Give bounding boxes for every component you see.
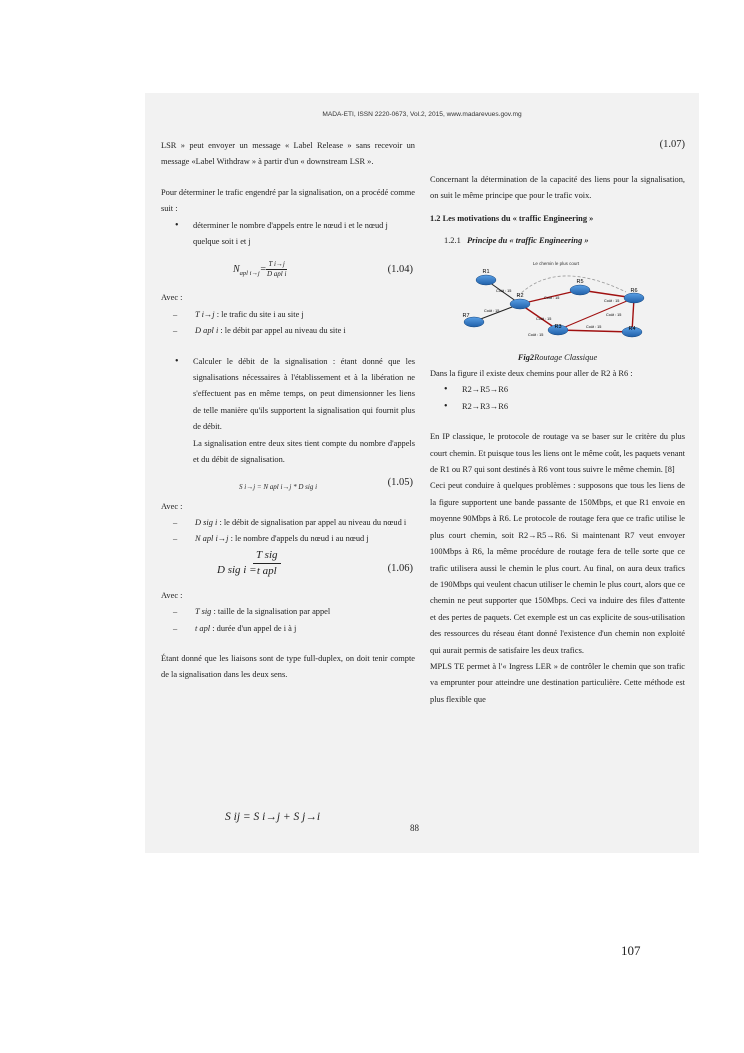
avec-label: Avec :	[161, 590, 183, 600]
svg-text:R3: R3	[554, 323, 562, 330]
mpls-te-paragraph: MPLS TE permet à l'« Ingress LER » de contrôler le chemin que son trafic va emprunter pour atteindre une destination particulière. Cette méthode est plus flexible que	[430, 661, 685, 704]
definition-list-3	[161, 604, 415, 637]
equation-content: S i→j = N apl i→j * D sig i	[239, 482, 318, 491]
equation-lhs: D sig i =	[217, 563, 257, 576]
router-r1-icon	[476, 269, 496, 285]
definition-item: – T sig : taille de la signalisation par appel	[161, 604, 415, 620]
svg-text:R4: R4	[628, 325, 636, 332]
equation-1-04	[161, 256, 415, 290]
equation-number: (1.05)	[387, 476, 413, 488]
link-r3-r4	[558, 330, 632, 332]
cost-label: Coût : 15	[544, 295, 560, 300]
avec-label: Avec :	[161, 501, 183, 511]
router-r4-icon	[622, 326, 642, 337]
definition-item: – D apl i : le débit par appel au niveau du site i	[161, 323, 415, 339]
bullet-item: • déterminer le nombre d'appels entre le nœud i et le nœud j quelque soit i et j	[161, 218, 415, 251]
scanned-page	[145, 93, 699, 853]
left-column	[161, 138, 415, 684]
capacity-paragraph: Concernant la détermination de la capacité des liens pour la signalisation, on suit le même principe que pour le trafic voix.	[430, 175, 685, 201]
cost-label: Coût : 15	[604, 298, 620, 303]
figure-caption: Fig2Routage Classique	[517, 352, 598, 362]
intro-paragraph: LSR » peut envoyer un message « Label Release » sans recevoir un message «Label Withdraw » à partir d'un « downstream LSR ».	[161, 141, 415, 167]
subsection-heading: 1.2.1 Principe du « traffic Engineering »	[444, 236, 589, 246]
cost-label: Coût : 15	[496, 288, 512, 293]
inner-page-number: 88	[410, 823, 419, 833]
signalisation-paragraph: La signalisation entre deux sites tient compte du nombre d'appels et du débit de signalisation.	[193, 438, 415, 465]
svg-text:R6: R6	[630, 287, 638, 294]
definition-list-1	[161, 307, 415, 340]
running-header: MADA-ETI, ISSN 2220-0673, Vol.2, 2015, www.madarevues.gov.mg	[322, 111, 522, 118]
svg-text:R5: R5	[576, 278, 584, 285]
paths-list	[430, 382, 685, 415]
equation-fraction: T sig t apl	[253, 548, 281, 579]
router-r2-icon	[510, 293, 530, 309]
page-number: 107	[621, 943, 641, 958]
path-item: • R2→R5→R6	[430, 382, 685, 398]
definition-item: – D sig i : le débit de signalisation par appel au niveau du nœud i	[161, 515, 415, 531]
cost-label: Coût : 15	[606, 312, 622, 317]
router-r6-icon	[624, 288, 644, 303]
equation-1-05	[161, 469, 415, 499]
bullet-item: • Calculer le débit de la signalisation : étant donné que les signalisations nécessaires à l'établissement et à la libération ne s'effectuent pas en même temps, on peut dimensionner les liens de telle manière qu'ils supportent la signalisation qui fournit plus de débit.	[161, 354, 415, 436]
equation-1-06	[161, 548, 415, 588]
duplex-paragraph: Étant donné que les liaisons sont de type full-duplex, on doit tenir compte de la signalisation dans les deux sens.	[161, 653, 415, 680]
router-r5-icon	[570, 279, 590, 295]
ip-classic-paragraph: En IP classique, le protocole de routage va se baser sur le critère du plus court chemin. Et puisque tous les liens ont le même coût, les paquets venant de R1 ou R7 qui sont destinés à R6 vont tous suivre le même chemin. [8]	[430, 432, 685, 475]
equation-content: $N_{apl i\to j}=$ $\frac{\text{T i→j}}{\text{D apl i}}$	[233, 260, 287, 279]
definition-item: – N apl i→j : le nombre d'appels du nœud i au nœud j	[161, 531, 415, 547]
problem-paragraph: Ceci peut conduire à quelques problèmes : supposons que tous les liens de la figure supportent une bande passante de 150Mbps, et que R1 envoie en moyenne 90Mbps à R6. Le protocole de routage fera que ce trafic utilise le plus court chemin, soit R2→R5→R6. Si maintenant R7 veut envoyer 100Mbps à R6, la même procédure de routage fera de telle sorte que ce trafic utilisera aussi le chemin le plus court. Au final, on aura deux trafics de 190Mbps qui veulent chacun utiliser le chemin le plus court, alors que ce chemin ne peut supporter que 150Mbps. Ceci va induire des files d'attente et des pertes de paquets. Cet exemple est un cas explicite de sous-utilisation des ressources du réseau étant donné l'existence d'un chemin non exploité qui aurait permis de satisfaire les deux trafics.	[430, 481, 685, 655]
equation-number: (1.06)	[387, 562, 413, 574]
cost-label: Coût : 15	[536, 316, 552, 321]
cost-label: Coût : 15	[484, 308, 500, 313]
section-heading: 1.2 Les motivations du « traffic Engineering »	[430, 213, 594, 223]
method-paragraph: Pour déterminer le trafic engendré par la signalisation, on a procédé comme suit :	[161, 187, 415, 214]
definition-item: – T i→j : le trafic du site i au site j	[161, 307, 415, 323]
cost-label: Coût : 15	[586, 324, 602, 329]
figure-title: Le chemin le plus court	[532, 260, 580, 266]
svg-text:R2: R2	[516, 292, 524, 299]
equation-1-07-label: (1.07)	[659, 139, 685, 150]
definition-item: – t apl : durée d'un appel de i à j	[161, 621, 415, 637]
equation-sij: S ij = S i→j + S j→i	[225, 811, 321, 823]
router-r7-icon	[462, 313, 484, 327]
paths-intro: Dans la figure il existe deux chemins pour aller de R2 à R6 :	[430, 369, 633, 379]
path-item: • R2→R3→R6	[430, 399, 685, 415]
avec-label: Avec :	[161, 293, 183, 303]
bullet-list-2	[161, 354, 415, 436]
equation-number: (1.04)	[387, 264, 413, 276]
svg-text:R1: R1	[482, 268, 490, 275]
cost-label: Coût : 15	[528, 332, 544, 337]
definition-list-2	[161, 515, 415, 548]
svg-text:R7: R7	[462, 312, 470, 319]
right-column	[430, 138, 685, 708]
routing-figure	[444, 256, 664, 348]
bullet-list-1	[161, 218, 415, 251]
